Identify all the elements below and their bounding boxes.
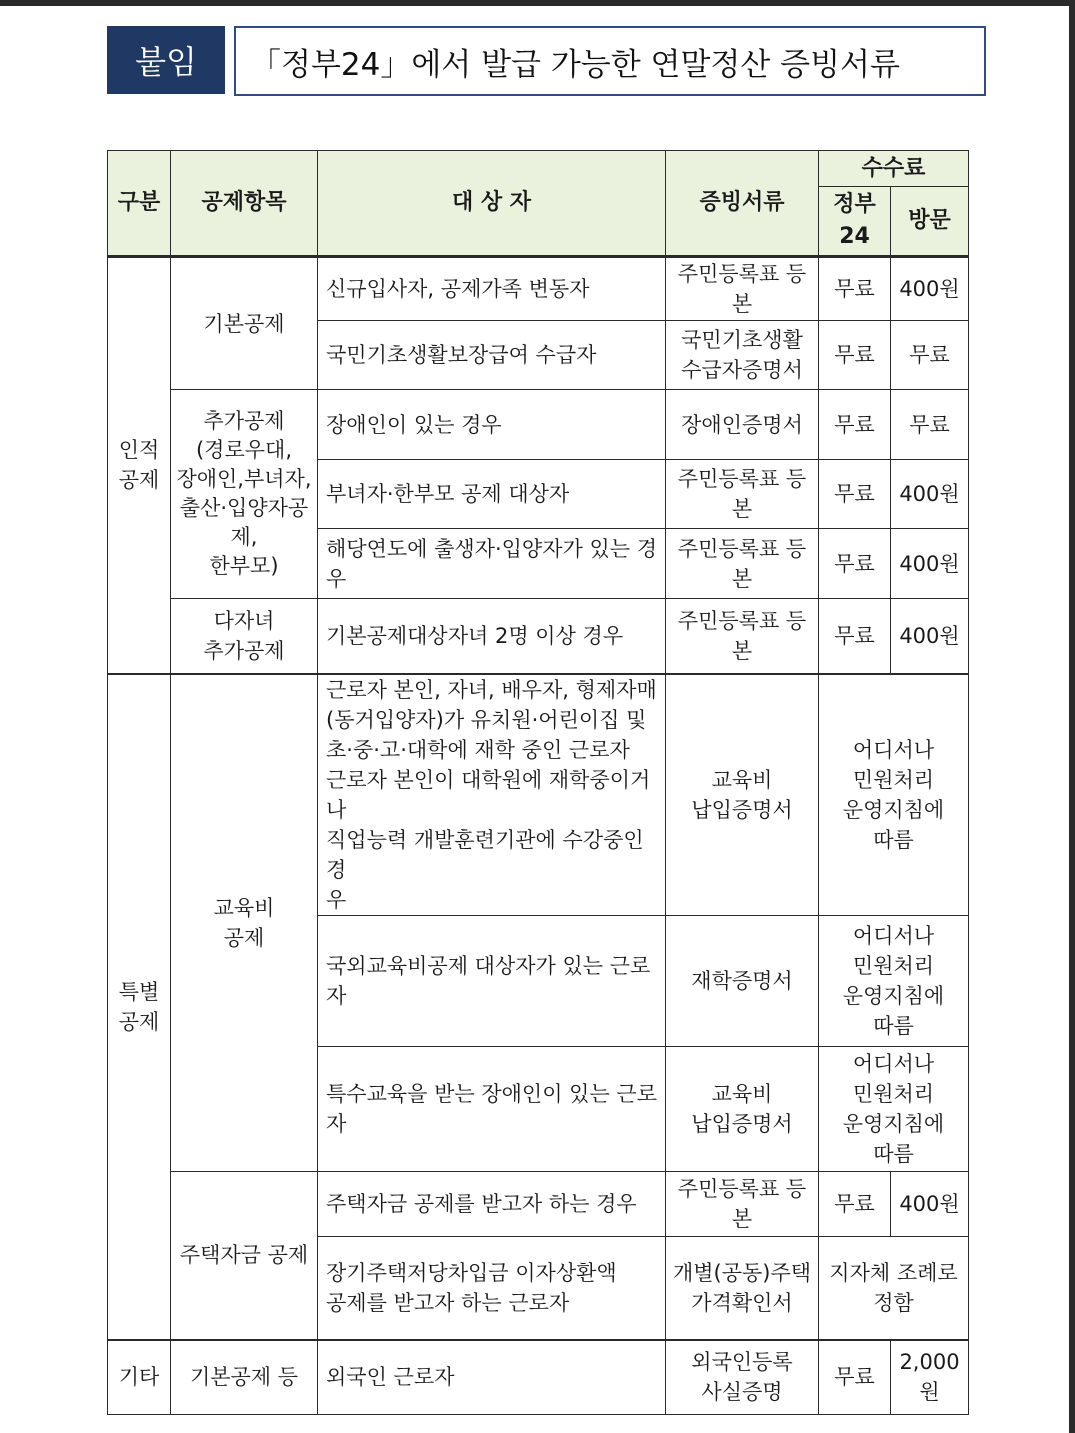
section-etc: 기타: [108, 1340, 171, 1414]
header-target: 대 상 자: [318, 151, 666, 257]
row-fee-visit: 400원: [891, 257, 969, 321]
row-fee-visit: 400원: [891, 460, 969, 529]
group-etc-basic: 기본공제 등: [171, 1340, 318, 1414]
row-fee-note: 지자체 조례로 정함: [819, 1236, 969, 1340]
attachment-badge: 붙임: [107, 26, 225, 94]
row-target: 주택자금 공제를 받고자 하는 경우: [318, 1171, 666, 1236]
group-additional: 추가공제 (경로우대, 장애인,부녀자, 출산·입양자공 제, 한부모): [171, 390, 318, 599]
row-fee-visit: 무료: [891, 321, 969, 390]
row-target: 장애인이 있는 경우: [318, 390, 666, 460]
row-document: 장애인증명서: [666, 390, 819, 460]
section-personal: 인적 공제: [108, 257, 171, 674]
row-target: 부녀자·한부모 공제 대상자: [318, 460, 666, 529]
row-target: 근로자 본인, 자녀, 배우자, 형제자매 (동거입양자)가 유치원·어린이집 및 초·중·고·대학에 재학 중인 근로자 근로자 본인이 대학원에 재학중이거나 직업능력 개발훈련기관에 수강중인 경 우: [318, 674, 666, 916]
group-multi-child: 다자녀 추가공제: [171, 599, 318, 674]
row-target: 외국인 근로자: [318, 1340, 666, 1414]
row-target: 신규입사자, 공제가족 변동자: [318, 257, 666, 321]
row-document: 외국인등록 사실증명: [666, 1340, 819, 1414]
row-document: 주민등록표 등 본: [666, 257, 819, 321]
row-document: 국민기초생활 수급자증명서: [666, 321, 819, 390]
top-frame-bar: [0, 0, 1075, 6]
group-basic: 기본공제: [171, 257, 318, 390]
row-document: 주민등록표 등 본: [666, 599, 819, 674]
header-category: 구분: [108, 151, 171, 257]
row-fee-note: 어디서나 민원처리 운영지침에 따름: [819, 674, 969, 916]
row-document: 재학증명서: [666, 915, 819, 1046]
row-target: 해당연도에 출생자·입양자가 있는 경 우: [318, 529, 666, 599]
row-fee-online: 무료: [819, 321, 891, 390]
header-document: 증빙서류: [666, 151, 819, 257]
row-document: 주민등록표 등 본: [666, 529, 819, 599]
group-housing: 주택자금 공제: [171, 1171, 318, 1340]
row-fee-visit: 400원: [891, 1171, 969, 1236]
row-document: 주민등록표 등 본: [666, 1171, 819, 1236]
row-fee-online: 무료: [819, 257, 891, 321]
header-fee: 수수료: [819, 151, 969, 187]
row-fee-visit: 400원: [891, 599, 969, 674]
row-fee-online: 무료: [819, 599, 891, 674]
row-fee-online: 무료: [819, 390, 891, 460]
header-fee-visit: 방문: [891, 187, 969, 257]
row-fee-online: 무료: [819, 1340, 891, 1414]
row-document: 주민등록표 등 본: [666, 460, 819, 529]
row-fee-visit: 400원: [891, 529, 969, 599]
row-target: 특수교육을 받는 장애인이 있는 근로 자: [318, 1046, 666, 1171]
right-frame-bar: [1069, 0, 1075, 1433]
row-target: 장기주택저당차입금 이자상환액 공제를 받고자 하는 근로자: [318, 1236, 666, 1340]
row-fee-visit: 무료: [891, 390, 969, 460]
section-special: 특별 공제: [108, 674, 171, 1341]
row-document: 교육비 납입증명서: [666, 674, 819, 916]
document-title: 「정부24」에서 발급 가능한 연말정산 증빙서류: [234, 26, 986, 96]
row-target: 국민기초생활보장급여 수급자: [318, 321, 666, 390]
row-document: 개별(공동)주택 가격확인서: [666, 1236, 819, 1340]
row-fee-online: 무료: [819, 1171, 891, 1236]
row-fee-online: 무료: [819, 529, 891, 599]
row-fee-visit: 2,000 원: [891, 1340, 969, 1414]
row-target: 국외교육비공제 대상자가 있는 근로 자: [318, 915, 666, 1046]
header-deduction: 공제항목: [171, 151, 318, 257]
certificate-table: [107, 150, 969, 1415]
row-target: 기본공제대상자녀 2명 이상 경우: [318, 599, 666, 674]
row-fee-note: 어디서나 민원처리 운영지침에 따름: [819, 915, 969, 1046]
row-document: 교육비 납입증명서: [666, 1046, 819, 1171]
header-fee-online: 정부 24: [819, 187, 891, 257]
row-fee-note: 어디서나 민원처리 운영지침에 따름: [819, 1046, 969, 1171]
group-education: 교육비 공제: [171, 674, 318, 1172]
row-fee-online: 무료: [819, 460, 891, 529]
